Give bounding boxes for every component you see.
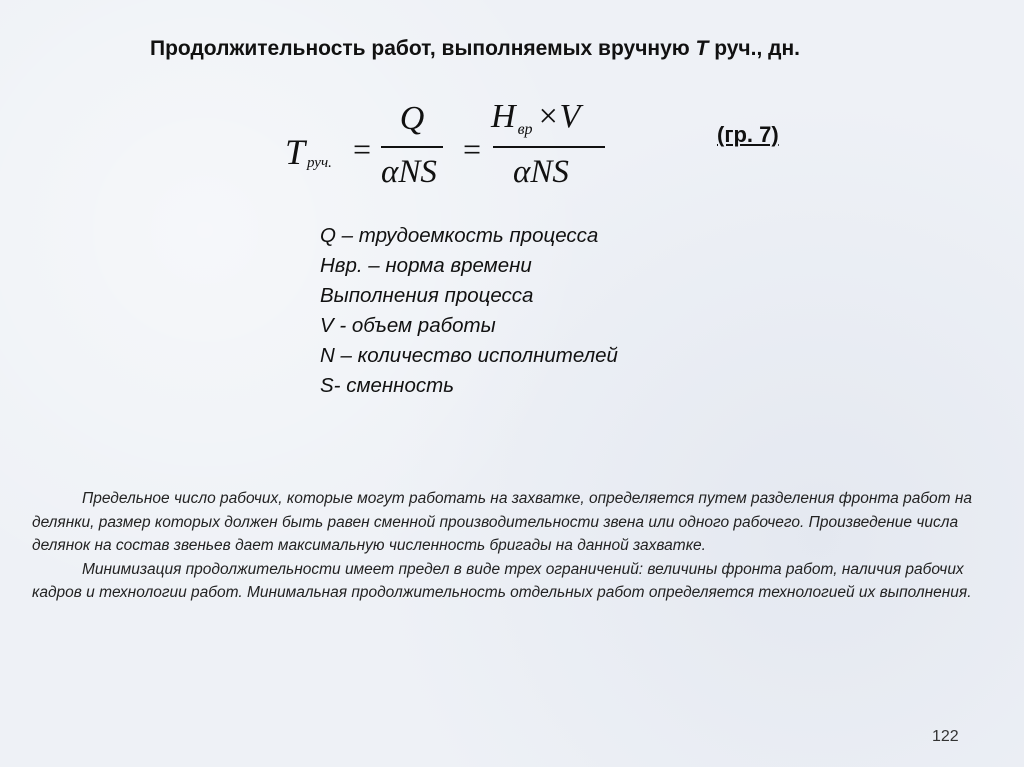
formula-equals-1: = xyxy=(353,131,372,167)
legend-item: N – количество исполнителей xyxy=(320,344,618,367)
duration-formula xyxy=(285,98,615,198)
fraction2-h-subscript: вр xyxy=(517,121,533,138)
fraction2-numerator xyxy=(491,98,611,139)
legend-item: Q – трудоемкость процесса xyxy=(320,224,599,247)
page-number: 122 xyxy=(932,728,959,745)
paragraph-workers-limit: Предельное число рабочих, которые могут работать на захватке, определяется путем разделения фронта работ на делянки, размер которых должен быть равен сменной производительности звена или одного рабочего. Произведение числа делянок на состав звеньев дает максимальную численность бригады на данной захватке. xyxy=(32,490,973,554)
formula-equals-2: = xyxy=(463,131,482,167)
fraction1-bar xyxy=(381,146,443,148)
fraction2-times-v: ×V xyxy=(536,98,581,135)
fraction1-numerator: Q xyxy=(399,100,425,137)
fraction1-denominator: αNS xyxy=(381,154,437,190)
fraction2-h: H xyxy=(491,98,516,135)
fraction2-bar xyxy=(493,146,605,148)
title-suffix: руч., дн. xyxy=(708,37,800,60)
legend-item: V - объем работы xyxy=(320,314,496,337)
paragraph-minimization: Минимизация продолжительности имеет предел в виде трех ограничений: величины фронта работ, наличия рабочих кадров и технологии работ. Минимальная продолжительность отдельных работ определяется технологией их выполнения. xyxy=(32,560,972,601)
formula-lhs: T xyxy=(285,132,306,172)
legend-item: S- сменность xyxy=(320,374,454,397)
legend-item: Нвр. – норма времени xyxy=(320,254,532,277)
title-prefix: Продолжительность работ, выполняемых вручную xyxy=(150,37,696,60)
legend-item: Выполнения процесса xyxy=(320,284,534,307)
slide-title xyxy=(150,37,800,61)
variable-legend xyxy=(320,221,618,401)
fraction2-denominator: αNS xyxy=(513,154,569,190)
explanation-text xyxy=(32,487,992,605)
column-reference: (гр. 7) xyxy=(717,122,779,147)
formula-lhs-subscript: руч. xyxy=(307,155,332,171)
title-symbol: Т xyxy=(695,37,709,60)
